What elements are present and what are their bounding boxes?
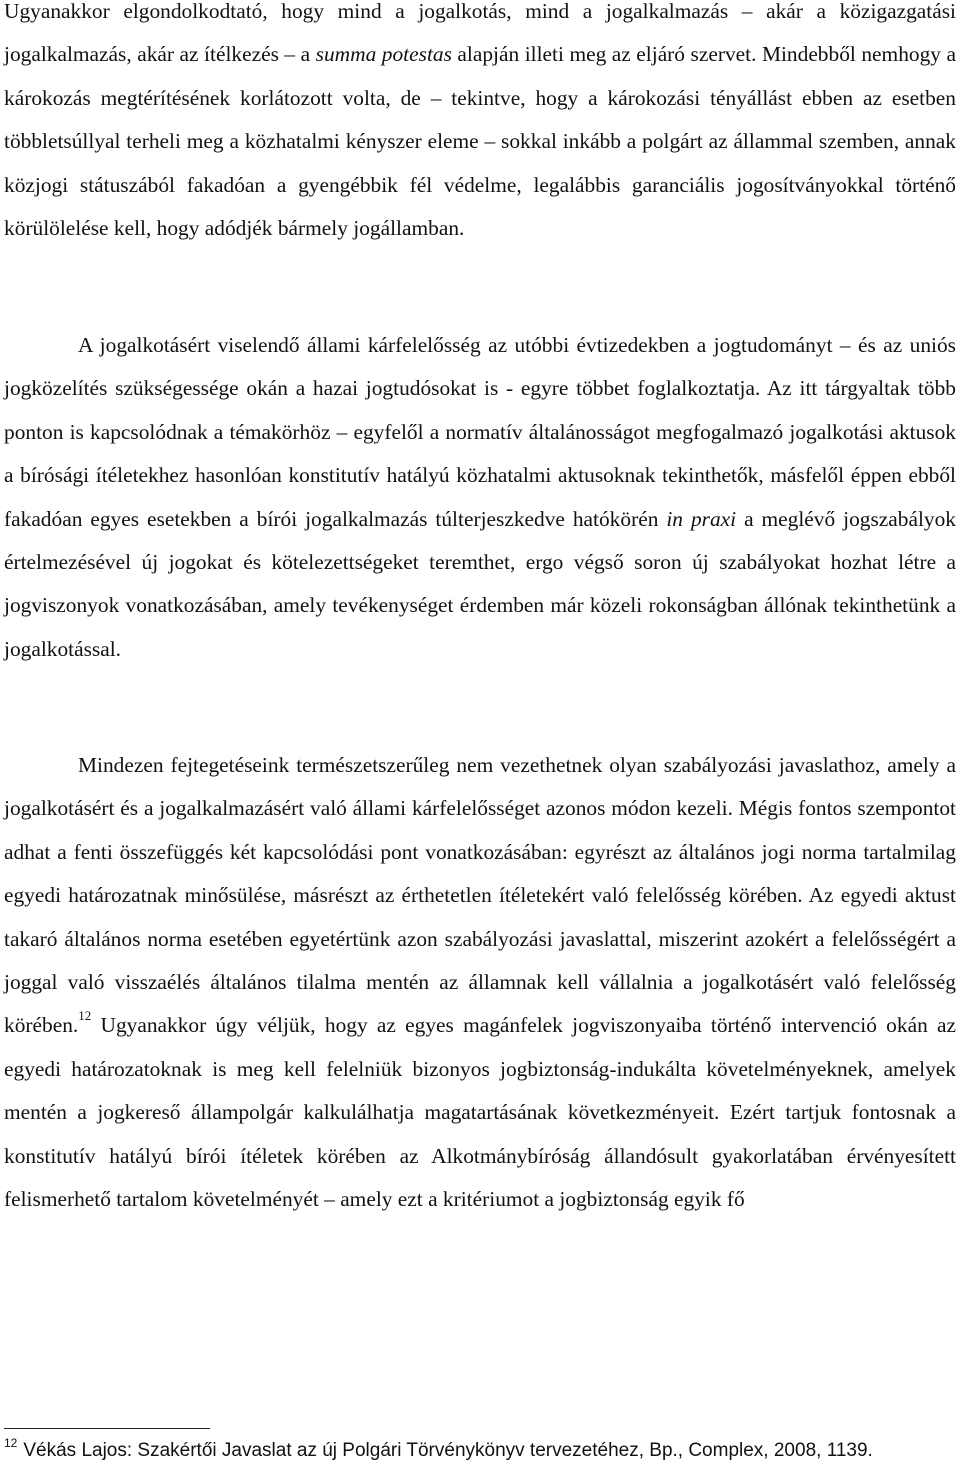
- paragraph-3: [4, 744, 956, 1221]
- paragraph-3-text-b: Ugyanakkor úgy véljük, hogy az egyes magánfelek jogviszonyaiba történő intervenció okán az egyedi határozatoknak is meg kell felelniük bizonyos jogbiztonság-indukálta követelményeknek, amelyek mentén a jogkereső állampolgár kalkulálhatja magatartásának következményeit. Ezért tartjuk fontosnak a konstitutív hatályú bírói ítéletek körében az Alkotmánybíróság állandósult gyakorlatában érvényesített felismerhető tartalom követelményét – amely ezt a kritériumot a jogbiztonság egyik fő: [4, 1013, 956, 1212]
- footnote-number: 12: [4, 1436, 18, 1450]
- footnote: [4, 1437, 956, 1465]
- paragraph-3-text-a: Mindezen fejtegetéseink természetszerűleg nem vezethetnek olyan szabályozási javaslathoz, amely a jogalkotásért és a jogalkalmazásért való állami kárfelelősséget azonos módon kezeli. Mégis fontos szempontot adhat a fenti összefüggés két kapcsolódási pont vonatkozásában: egyrészt az általános jogi norma tartalmilag egyedi határozatnak minősülése, másrészt az érthetetlen ítéletekért való felelősség körében. Az egyedi aktust takaró általános norma esetében egyetértünk azon szabályozási javaslattal, miszerint azokért a felelősségért a joggal való visszaélés általános tilalma mentén az államnak kell vállalnia a jogalkotásért való felelősség körében.: [4, 753, 956, 1038]
- paragraph-2: [4, 324, 956, 671]
- paragraph-1-text-a: Ugyanakkor elgondolkodtató, hogy mind a jogalkotás, mind a jogalkalmazás – akár a közigazgatási jogalkalmazás, akár az ítélkezés – a: [4, 0, 956, 67]
- footnote-separator: [4, 1428, 210, 1429]
- paragraph-2-text-a: A jogalkotásért viselendő állami kárfelelősség az utóbbi évtizedekben a jogtudományt – és az uniós jogközelítés szükségessége okán a hazai jogtudósokat is - egyre többet foglalkoztatja. Az itt tárgyaltak több ponton is kapcsolódnak a témakörhöz – egyfelől a normatív általánosságot megfogalmazó jogalkotási aktusok a bírósági ítéletekhez hasonlóan konstitutív hatályú közhatalmi aktusoknak tekinthetők, másfelől éppen ebből fakadóan egyes esetekben a bírói jogalkalmazás túlterjeszkedve hatókörén: [4, 333, 956, 531]
- paragraph-1: [4, 0, 956, 250]
- paragraph-1-text-b: alapján illeti meg az eljáró szervet. Mindebből nemhogy a károkozás megtérítésének korlátozott volta, de – tekintve, hogy a károkozási tényállást ebben az esetben többletsúllyal terheli meg a közhatalmi kényszer eleme – sokkal inkább a polgárt az állammal szemben, annak közjogi státuszából fakadóan a gyengébbik fél védelme, legalábbis garanciális jogosítványokkal történő körülölelése kell, hogy adódjék bármely jogállamban.: [4, 42, 956, 241]
- paragraph-2-text-b: a meglévő jogszabályok értelmezésével új jogokat és kötelezettségeket teremthet, ergo végső soron új szabályokat hozhat létre a jogviszonyok vonatkozásában, amely tevékenységet érdemben már közeli rokonságban állónak tekinthetünk a jogalkotással.: [4, 506, 957, 661]
- footnote-reference[interactable]: 12: [78, 1008, 92, 1024]
- paragraph-1-italic-phrase: summa potestas: [315, 42, 452, 67]
- paragraph-2-italic-phrase: in praxi: [666, 506, 737, 531]
- footnote-text: Vékás Lajos: Szakértői Javaslat az új Polgári Törvénykönyv tervezetéhez, Bp., Complex, 2008, 1139.: [23, 1440, 873, 1461]
